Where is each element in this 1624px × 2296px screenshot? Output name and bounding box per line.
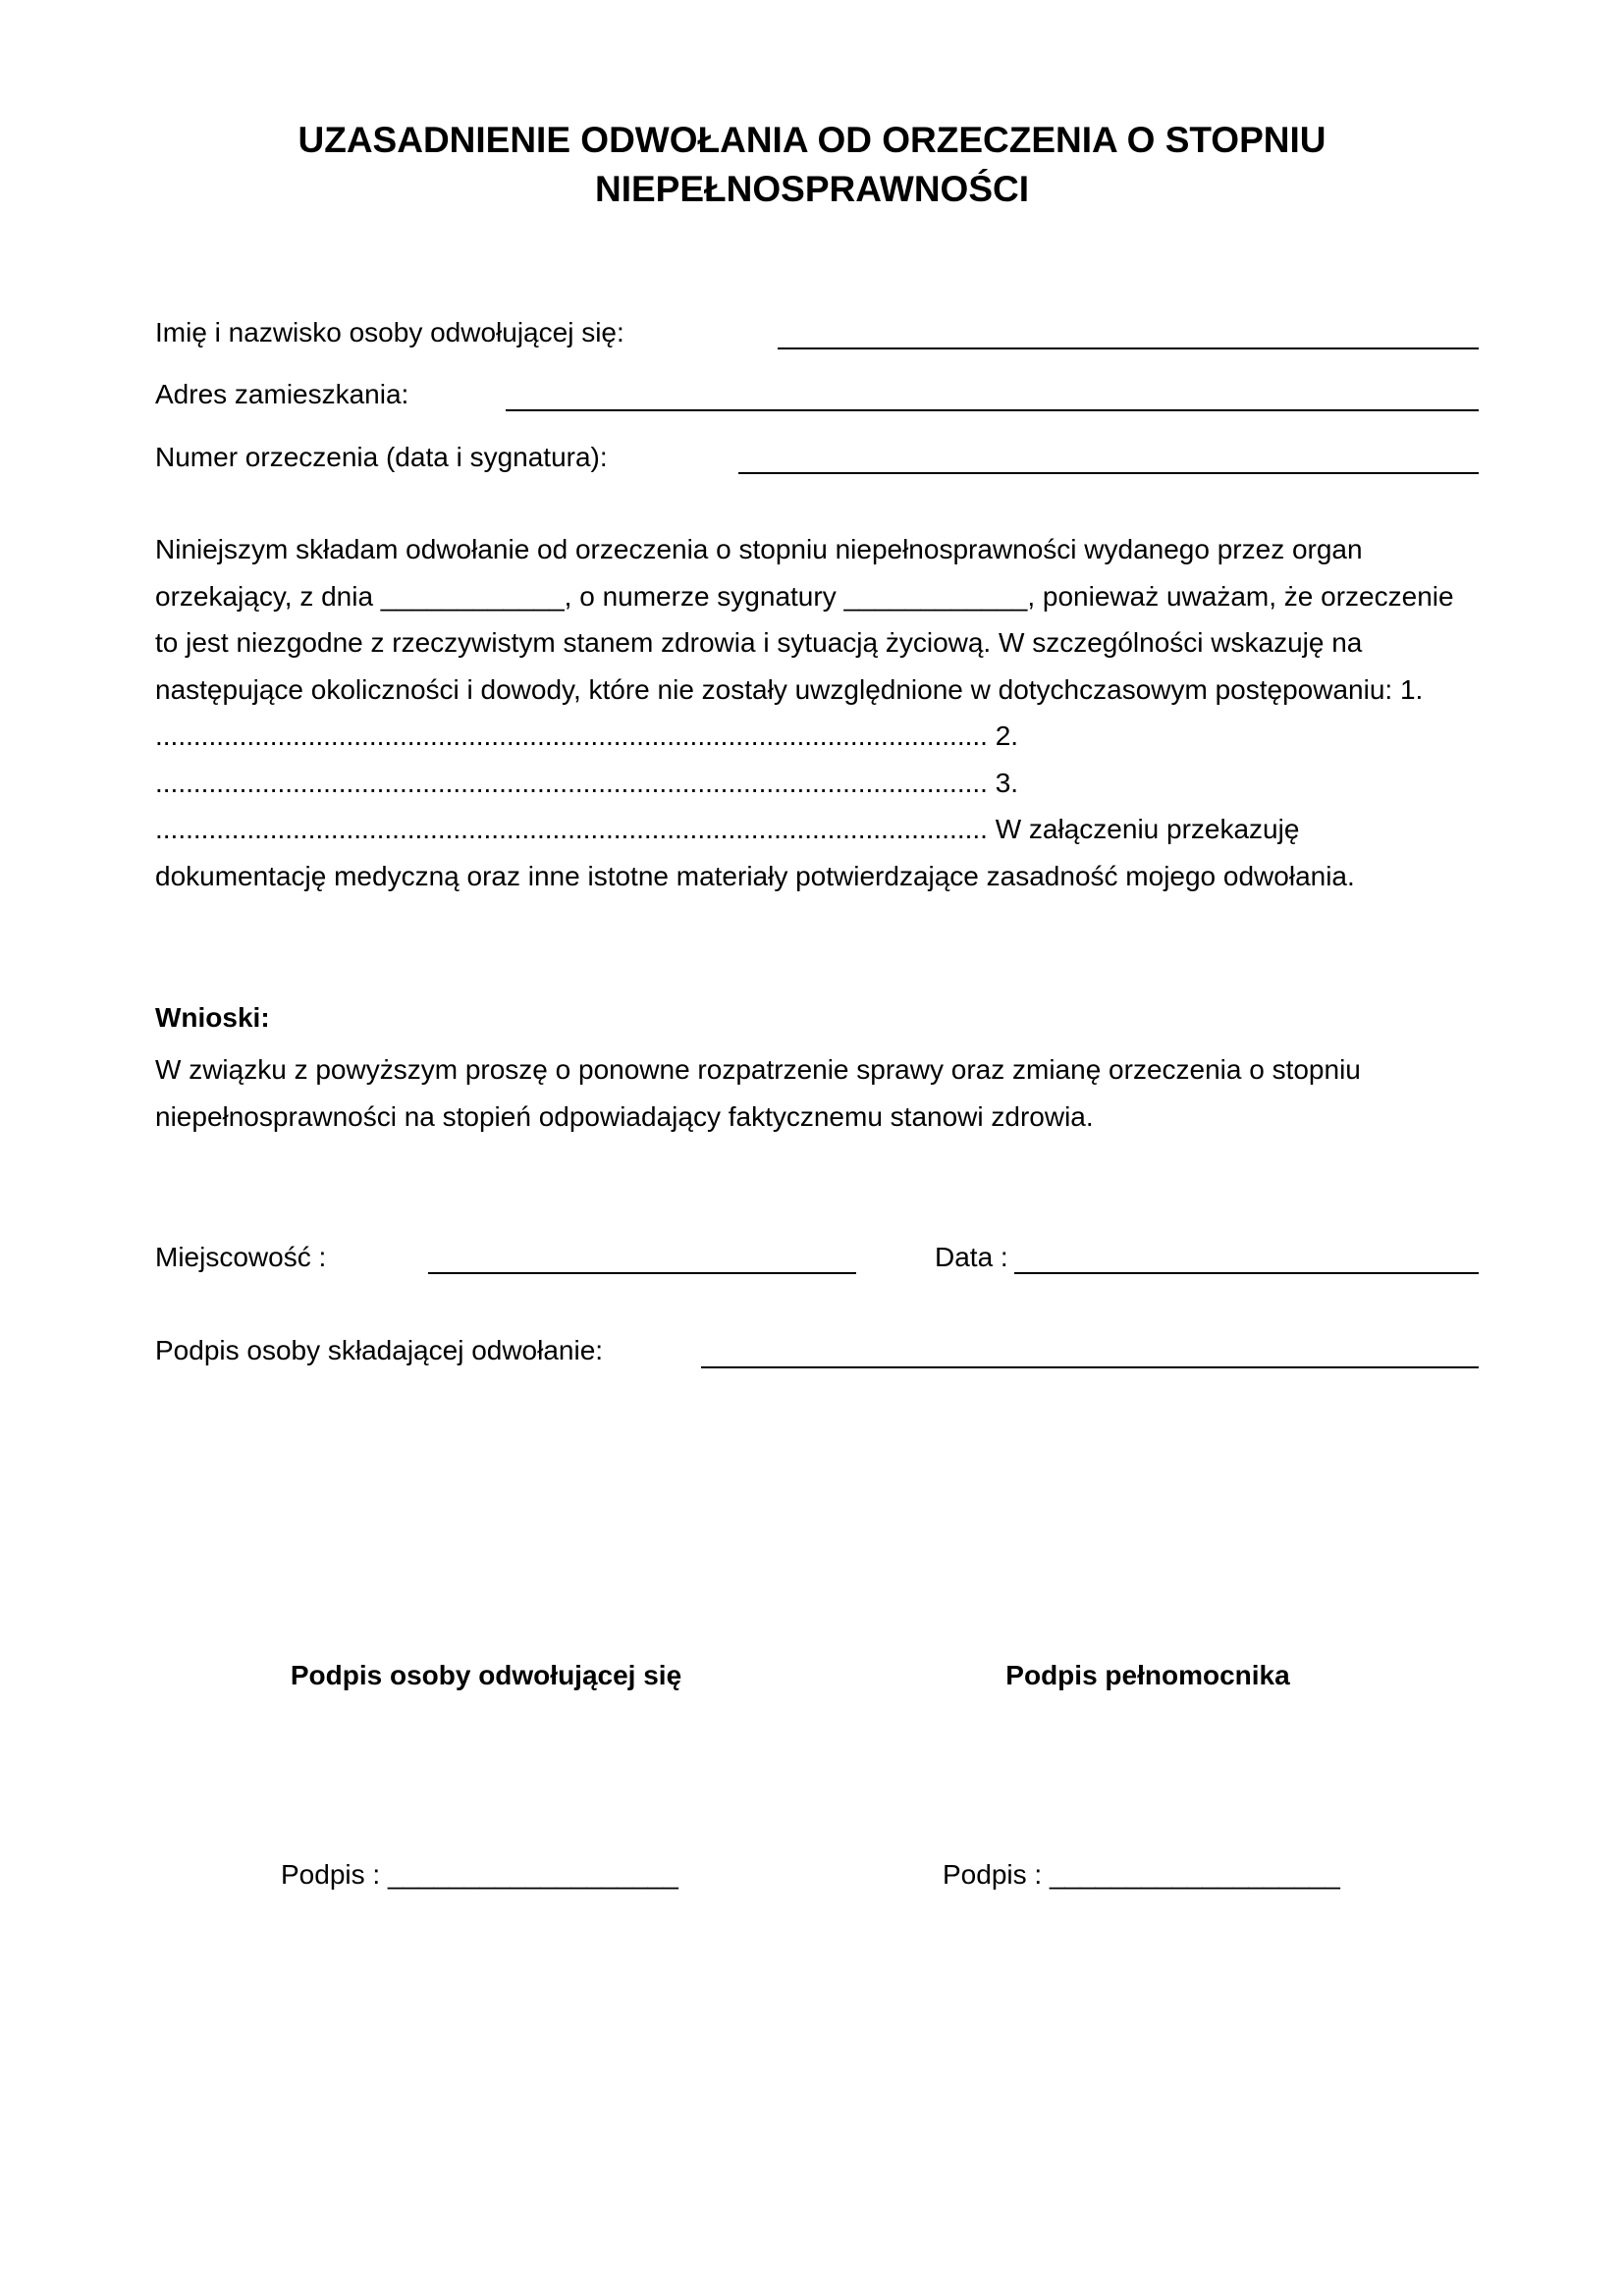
name-label: Imię i nazwisko osoby odwołującej się: bbox=[155, 317, 624, 347]
title-line-2: NIEPEŁNOSPRAWNOŚCI bbox=[595, 169, 1029, 209]
document-title bbox=[0, 116, 1624, 214]
place-label: Miejscowość : bbox=[155, 1242, 327, 1272]
address-field[interactable] bbox=[506, 409, 1479, 411]
body-line: to jest niezgodne z rzeczywistym stanem zdrowia i sytuacją życiową. W szczególności wskazuję na bbox=[155, 627, 1363, 658]
body-line: ............................................................................................................. 3. bbox=[155, 767, 1019, 798]
requests-heading: Wnioski: bbox=[155, 1002, 270, 1033]
title-line-1: UZASADNIENIE ODWOŁANIA OD ORZECZENIA O STOPNIU bbox=[298, 120, 1326, 160]
address-label: Adres zamieszkania: bbox=[155, 379, 409, 409]
decision-number-label: Numer orzeczenia (data i sygnatura): bbox=[155, 442, 608, 472]
proxy-signature-heading: Podpis pełnomocnika bbox=[1005, 1660, 1290, 1690]
date-label: Data : bbox=[935, 1242, 1008, 1272]
requests-line: niepełnosprawności na stopień odpowiadający faktycznemu stanowi zdrowia. bbox=[155, 1100, 1094, 1132]
appellant-signature-heading: Podpis osoby odwołującej się bbox=[290, 1660, 682, 1690]
requests-line: W związku z powyższym proszę o ponowne rozpatrzenie sprawy oraz zmianę orzeczenia o stopniu bbox=[155, 1054, 1361, 1085]
body-line: następujące okoliczności i dowody, które nie zostały uwzględnione w dotychczasowym postępowaniu: 1. bbox=[155, 673, 1424, 705]
body-line: ............................................................................................................. W załączeniu przekazuję bbox=[155, 814, 1300, 844]
date-field[interactable] bbox=[1014, 1272, 1479, 1274]
decision-number-field[interactable] bbox=[738, 472, 1479, 474]
proxy-signature-line[interactable]: Podpis : ___________________ bbox=[943, 1859, 1340, 1890]
appeal-body-paragraph bbox=[155, 526, 1490, 899]
submitter-signature-field[interactable] bbox=[701, 1366, 1479, 1368]
requests-paragraph bbox=[155, 1046, 1490, 1140]
appellant-signature-line[interactable]: Podpis : ___________________ bbox=[281, 1859, 678, 1890]
body-line: dokumentację medyczną oraz inne istotne materiały potwierdzające zasadność mojego odwołania. bbox=[155, 860, 1355, 891]
body-line: orzekający, z dnia ____________, o numerze sygnatury ____________, ponieważ uważam, że orzeczenie bbox=[155, 580, 1454, 612]
submitter-signature-label: Podpis osoby składającej odwołanie: bbox=[155, 1335, 604, 1365]
name-field[interactable] bbox=[778, 347, 1479, 349]
place-field[interactable] bbox=[428, 1272, 856, 1274]
body-line: ............................................................................................................. 2. bbox=[155, 721, 1019, 751]
body-line: Niniejszym składam odwołanie od orzeczenia o stopniu niepełnosprawności wydanego przez organ bbox=[155, 534, 1363, 564]
